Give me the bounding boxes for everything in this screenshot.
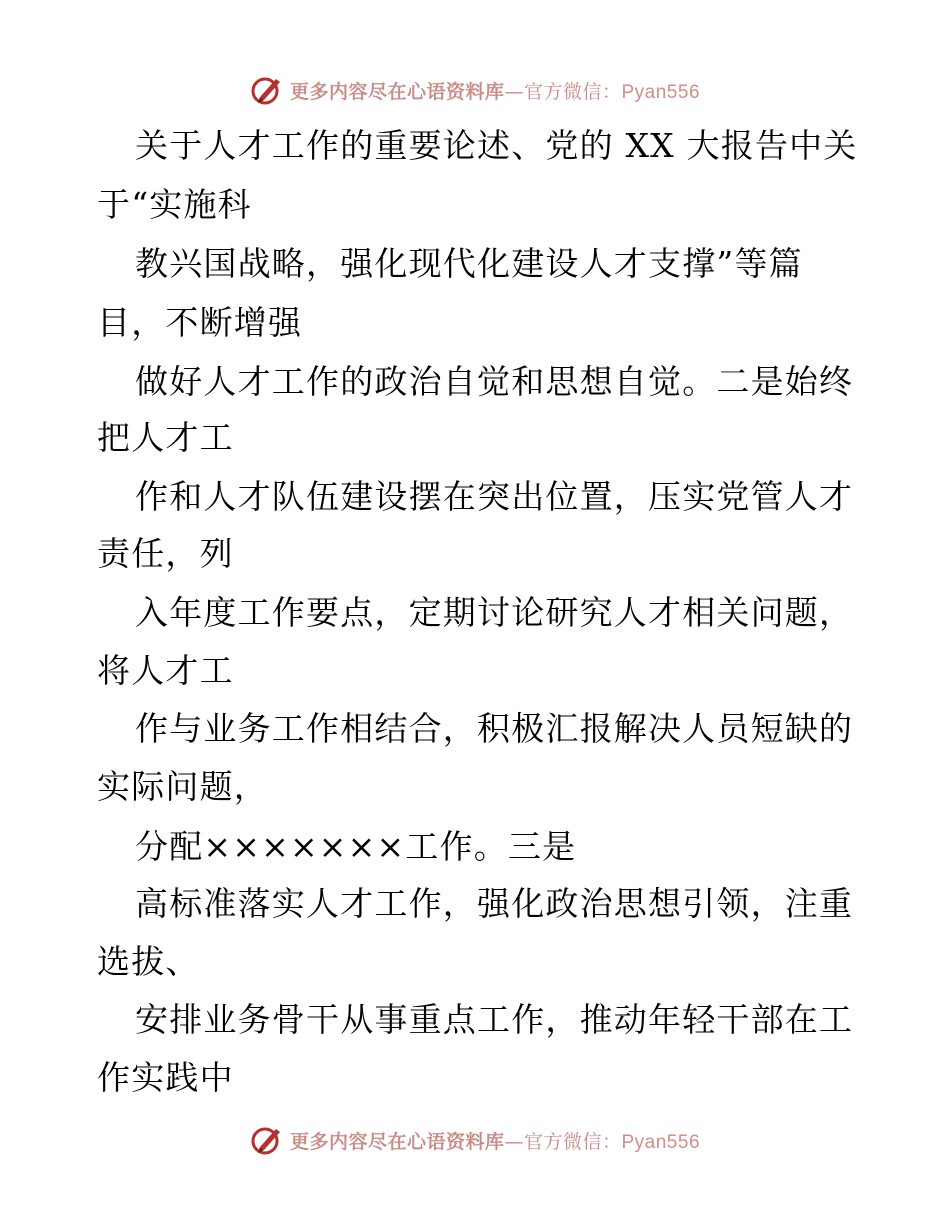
text-line: 教兴国战略，强化现代化建设人才支撑”等篇 (135, 244, 803, 283)
text-line: 作和人才队伍建设摆在突出位置，压实党管人才 (135, 477, 854, 516)
text-line: 目，不断增强 (97, 303, 303, 342)
watermark-text: 更多内容尽在心语资料库—官方微信：Pyan556 (289, 1130, 701, 1153)
text-line: 实际问题， (97, 767, 268, 806)
text-line: 作实践中 (97, 1058, 234, 1097)
text-line: 责任，列 (97, 534, 234, 573)
watermark-text: 更多内容尽在心语资料库—官方微信：Pyan556 (289, 80, 701, 103)
text-line: 于“实施科 (97, 185, 252, 224)
text-line: 将人才工 (97, 651, 234, 690)
text-line: 入年度工作要点，定期讨论研究人才相关问题， (135, 593, 854, 632)
text-line: 分配×××××××工作。三是 (135, 827, 577, 866)
text-line: 高标准落实人才工作，强化政治思想引领，注重 (135, 884, 854, 923)
text-line: 选拔、 (97, 942, 200, 981)
text-line: 作与业务工作相结合，积极汇报解决人员短缺的 (135, 709, 854, 748)
header-watermark (0, 70, 950, 110)
pen-circle-icon (250, 1123, 284, 1157)
text-line: 做好人才工作的政治自觉和思想自觉。二是始终 (135, 362, 854, 401)
footer-watermark (0, 1120, 950, 1160)
text-line: 把人才工 (97, 418, 234, 457)
text-line: 关于人才工作的重要论述、党的 XX 大报告中关 (135, 126, 858, 165)
text-line: 安排业务骨干从事重点工作，推动年轻干部在工 (135, 1000, 854, 1039)
pen-circle-icon (250, 73, 284, 107)
